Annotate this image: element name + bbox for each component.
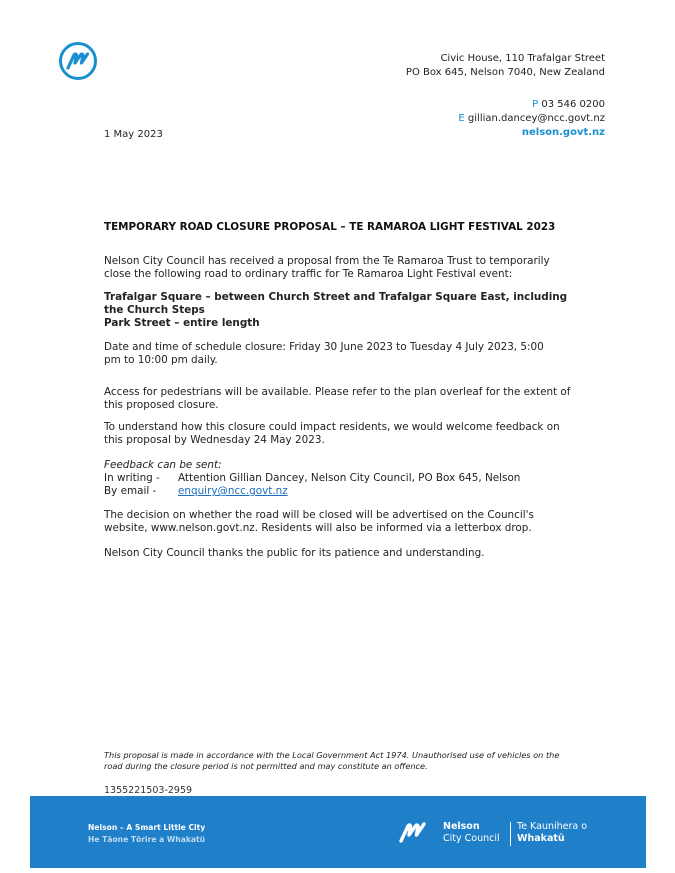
council-logo-icon: [398, 818, 434, 846]
wordmark-line: Nelson: [443, 821, 480, 832]
text-line: this proposal by Wednesday 24 May 2023.: [104, 434, 325, 446]
email-method-label: By email -: [104, 485, 157, 497]
thanks-paragraph: Nelson City Council thanks the public for its patience and understanding.: [104, 547, 485, 559]
wordmark-line: City Council: [443, 833, 500, 844]
text-line: road during the closure period is not permitted and may constitute an offence.: [104, 761, 428, 771]
text-line: Access for pedestrians will be available. Please refer to the plan overleaf for the extent of: [104, 386, 571, 398]
writing-label: In writing -: [104, 472, 160, 484]
text-line: To understand how this closure could impact residents, we would welcome feedback on: [104, 421, 560, 433]
feedback-request-paragraph: [104, 421, 584, 447]
text-line: website, www.nelson.govt.nz. Residents will also be informed via a letterbox drop.: [104, 522, 532, 534]
text-line: This proposal is made in accordance with the Local Government Act 1974. Unauthorised use of vehicles on the: [104, 750, 560, 760]
access-paragraph: [104, 386, 584, 412]
letter-title: TEMPORARY ROAD CLOSURE PROPOSAL – TE RAMAROA LIGHT FESTIVAL 2023: [104, 221, 556, 233]
wordmark-line: Whakatū: [517, 833, 565, 844]
address-line: PO Box 645, Nelson 7040, New Zealand: [405, 67, 605, 78]
address-line: Civic House, 110 Trafalgar Street: [440, 53, 605, 64]
enquiry-email-link[interactable]: enquiry@ncc.govt.nz: [178, 485, 288, 497]
feedback-email-row: [104, 485, 288, 497]
schedule-paragraph: [104, 341, 584, 367]
phone-label: P: [532, 99, 539, 110]
document-reference: 1355221503-2959: [104, 785, 193, 796]
email-label: E: [458, 113, 465, 124]
legal-note: [104, 750, 584, 772]
footer-divider: [510, 822, 511, 846]
email-row: [458, 112, 605, 126]
nelson-logo-icon: [58, 41, 98, 81]
contact-block: [458, 98, 605, 140]
maori-wordmark: [517, 821, 587, 845]
website-link[interactable]: nelson.govt.nz: [521, 127, 605, 138]
road-list: [104, 291, 584, 330]
phone-number: 03 546 0200: [541, 99, 605, 110]
letter-date: 1 May 2023: [104, 129, 163, 140]
decision-paragraph: [104, 509, 584, 535]
text-line: Nelson City Council has received a proposal from the Te Ramaroa Trust to temporarily: [104, 255, 550, 267]
slogan-text: Nelson – A Smart Little City: [88, 823, 206, 832]
text-line: pm to 10:00 pm daily.: [104, 354, 218, 366]
wordmark-line: Te Kaunihera o: [517, 821, 588, 832]
phone-row: [458, 98, 605, 112]
text-line: The decision on whether the road will be closed will be advertised on the Council's: [104, 509, 534, 521]
council-wordmark: [443, 821, 500, 845]
feedback-writing-row: [104, 472, 520, 484]
text-line: this proposed closure.: [104, 399, 219, 411]
contact-email[interactable]: gillian.dancey@ncc.govt.nz: [467, 113, 605, 124]
road-item: Trafalgar Square – between Church Street and Trafalgar Square East, including: [104, 291, 568, 303]
footer-slogan: [88, 822, 205, 846]
road-item: the Church Steps: [104, 304, 205, 316]
road-item: Park Street – entire length: [104, 317, 260, 329]
intro-paragraph: [104, 255, 584, 281]
text-line: close the following road to ordinary traffic for Te Ramaroa Light Festival event:: [104, 268, 513, 280]
feedback-heading: Feedback can be sent:: [104, 459, 222, 471]
text-line: Date and time of schedule closure: Friday 30 June 2023 to Tuesday 4 July 2023, 5:00: [104, 341, 544, 353]
slogan-maori-text: He Tāone Tōrire a Whakatū: [88, 835, 206, 844]
writing-address: Attention Gillian Dancey, Nelson City Council, PO Box 645, Nelson: [178, 472, 521, 484]
council-address: [406, 52, 605, 80]
